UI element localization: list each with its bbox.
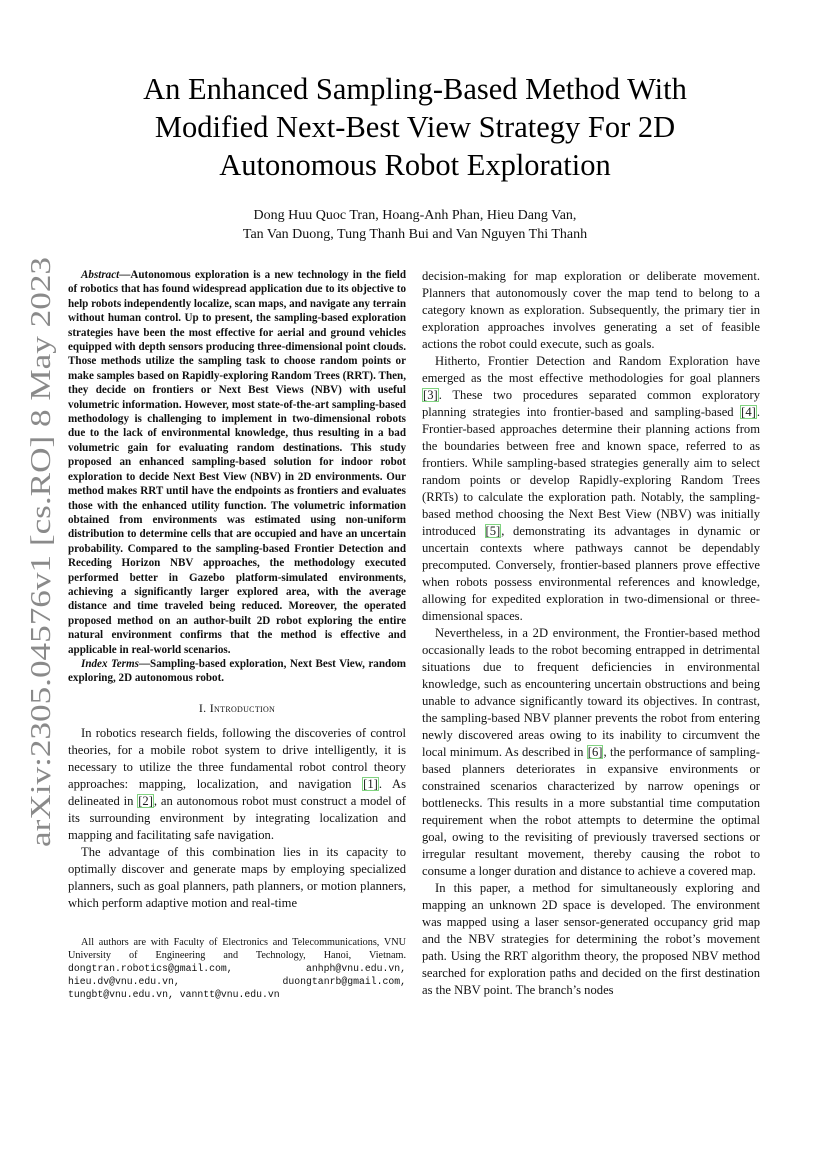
index-terms [68,657,406,686]
arxiv-id: arXiv:2305.04576v1 [cs.RO] 8 May 2023 [26,368,57,847]
author-line: Dong Huu Quoc Tran, Hoang-Anh Phan, Hieu Dang Van, [253,208,577,223]
text-run: . As delineated in [68,776,406,808]
body-paragraph [422,268,760,353]
index-terms-text: —Sampling-based exploration, Next Best View, random exploring, 2D autonomous robot. [68,657,406,685]
abstract [68,268,406,686]
abstract-text: —Autonomous exploration is a new technology in the field of robotics that has found widespread application due to its objective to help robots independently localize, scan maps, and navigate any terrain without human control. Up to present, the sampling-based exploration strategies have been the most effective for aerial and ground vehicles equipped with depth sensors producing three-dimensional point clouds. Those methods utilize the sampling task to choose random points or make samples based on Rapidly-exploring Random Trees (RRT). Then, they decide on frontiers or Next Best Views (NBV) with useful volumetric information. However, most state-of-the-art sampling-based methodology is challenging to implement in two-dimensional robots due to the lack of environmental knowledge, thus resulting in a bad volumetric gain for evaluating random destinations. This study proposed an enhanced sampling-based solution for indoor robot exploration to decide Next Best View (NBV) in 2D environments. Our method makes RRT until have the endpoints as frontiers and evaluates those with the enhanced utility function. The volumetric information obtained from environments was estimated using non-uniform distribution to determine cells that are occupied and have an uncertain probability. Compared to the sampling-based Frontier Detection and Receding Horizon NBV approaches, the methodology executed performed better in Gazebo platform-simulated environments, achieving a significantly larger explored area, with the average distance and time traveled being reduced. Moreover, the operated proposed method on an author-built 2D robot exploring the entire natural environment confirms that the method is effective and applicable in real-world scenarios. [68,269,406,656]
left-column [68,268,406,912]
section-heading: I. Introduction [198,700,276,715]
right-column [422,268,760,999]
title-line: An Enhanced Sampling-Based Method With [143,72,687,106]
body-paragraph [422,353,760,625]
abstract-lead: Abstract [81,269,120,281]
paper-title [80,70,750,184]
body-paragraph [68,725,406,844]
footnote-text [68,936,406,1001]
text-run: decision-making for map exploration or deliberate movement. Planners that autonomously cover the map tend to belong to a category known as exploration. Subsequently, the primary tier in exploration approaches involves generating a set of feasible actions the robot could execute, such as goals. [422,269,760,351]
text-run: . Frontier-based approaches determine their planning actions from the boundaries between free and known space, referred to as frontiers. While sampling-based strategies generally aim to select random points or develop Rapidly-exploring Random Trees (RRTs) to calculate the exploration path. Notably, the sampling-based method choosing the Next Best View (NBV) was initially introduced [422,405,760,538]
text-run: In robotics research fields, following the discoveries of control theories, for a mobile robot system to drive intelligently, it is necessary to utilize the three fundamental robot control theory approaches: mapping, localization, and navigation [68,725,406,791]
text-run: Hitherto, Frontier Detection and Random Exploration have emerged as the most effective methodologies for goal planners [422,354,760,385]
body-paragraph [68,844,406,912]
citation-link[interactable]: [3] [423,388,438,402]
text-run: , an autonomous robot must construct a model of its surrounding environment by integrating localization and mapping and facilitating safe navigation. [68,793,406,842]
body-paragraph [422,625,760,880]
text-run: Nevertheless, in a 2D environment, the Frontier-based method occasionally leads to the robot becoming entrapped in detrimental situations due to frequent deficiencies in environmental knowledge, such as encountering uncertain obstructions and being unable to advance significantly toward its objectives. In contrast, the sampling-based NBV planner prevents the robot from entering newly discovered areas owing to its inability to circumvent the local minimum. As described in [422,626,760,759]
author-emails: dongtran.robotics@gmail.com, anhph@vnu.edu.vn, hieu.dv@vnu.edu.vn, duongtanrb@gmail.com, tungbt@vnu.edu.vn, vanntt@vnu.edu.vn [68,963,406,1000]
text-run: , the performance of sampling-based planners deteriorates in expansive environments or constrained scenarios characterized by narrow openings or bottlenecks. This results in a more substantial time computation requirement when the robot attempts to determine the optimal goal, owing to the revisiting of previously traversed sections or irregular resultant movement, thereby causing the robot to consume a longer duration and distance to achieve a covered map. [422,745,760,878]
text-run: The advantage of this combination lies in its capacity to optimally discover and generate maps by employing specialized planners, such as goal planners, path planners, or motion planners, which perform adaptive motion and real-time [68,844,406,910]
footnote [68,936,406,1001]
abstract-paragraph [68,268,406,657]
author-list [140,206,690,244]
citation-link[interactable]: [2] [138,793,153,808]
body-paragraph [422,880,760,999]
arxiv-watermark [19,250,59,850]
text-run: . These two procedures separated common exploratory planning strategies into frontier-based and sampling-based [422,388,760,419]
text-run: , demonstrating its advantages in dynamic or uncertain contexts where pathways cannot be dependably precomputed. Conversely, frontier-based planners prove effective when robots possess environmental references and knowledge, allowing for expedited exploration in two-dimensional or three-dimensional spaces. [422,524,760,623]
affiliation-text: All authors are with Faculty of Electronics and Telecommunications, VNU University of Engineering and Technology, Hanoi, Vietnam. [68,937,406,961]
author-line: Tan Van Duong, Tung Thanh Bui and Van Nguyen Thi Thanh [242,227,588,242]
title-line: Autonomous Robot Exploration [219,148,611,182]
citation-link[interactable]: [4] [741,405,756,419]
arxiv-watermark-svg [19,250,59,850]
title-line: Modified Next-Best View Strategy For 2D [154,110,676,144]
citation-link[interactable]: [1] [363,776,378,791]
citation-link[interactable]: [6] [587,745,603,759]
index-terms-lead: Index Terms [81,657,139,670]
text-run: In this paper, a method for simultaneously exploring and mapping an unknown 2D space is developed. The environment was mapped using a laser sensor-generated occupancy grid map and the NBV strategies for determining the robot’s movement path. Using the RRT algorithm theory, the proposed NBV method searched for exploration paths and decided on the first destination as the NBV point. The branch’s nodes [422,881,760,997]
citation-link[interactable]: [5] [485,524,501,538]
